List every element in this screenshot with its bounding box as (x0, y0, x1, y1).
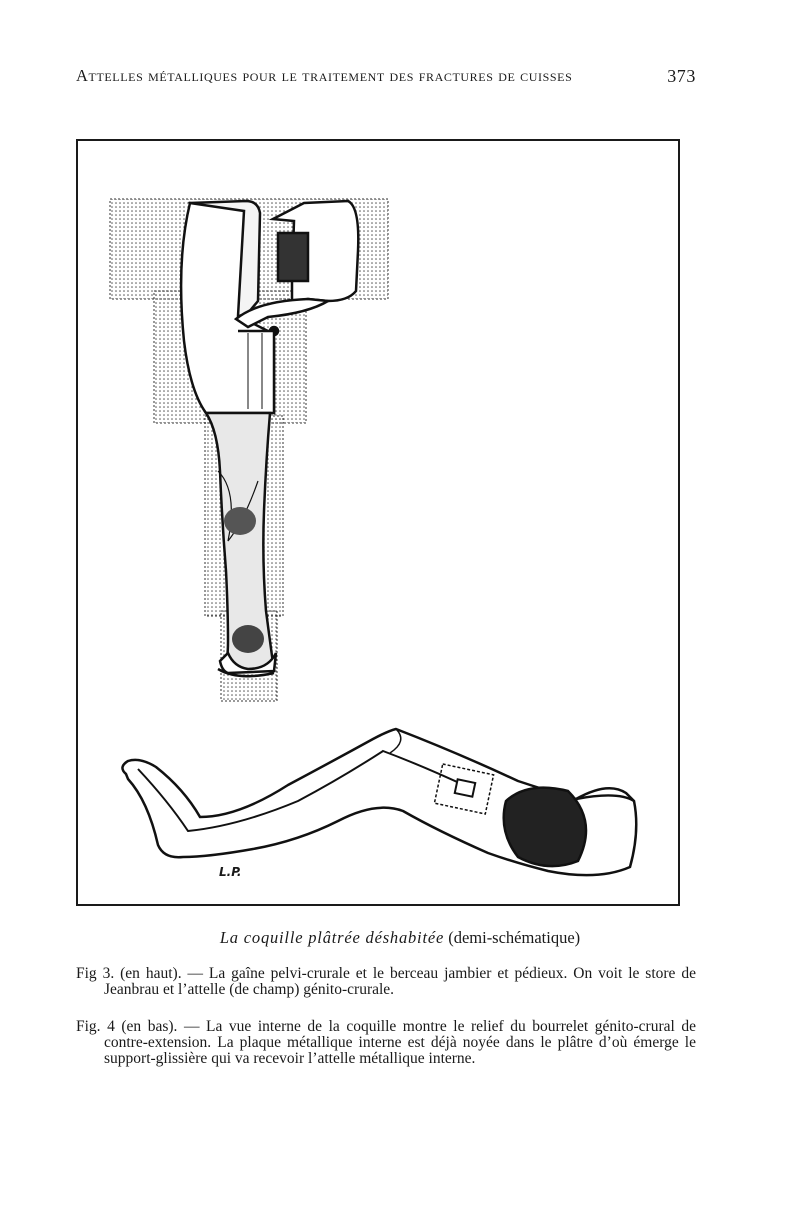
running-head-title: Attelles métalliques pour le traitement des fractures de cuisses (76, 66, 573, 85)
figure-caption-italic: La coquille plâtrée déshabitée (219, 928, 445, 947)
running-head (76, 66, 696, 86)
fig3-legend-text: Fig 3. (en haut). — La gaîne pelvi-crurale et le berceau jambier et pédieux. On voit le store de Jeanbrau et l’attelle (de champ) génito-crurale. (76, 965, 696, 998)
page-number: 373 (667, 66, 696, 86)
figure-caption (0, 928, 800, 948)
figure-caption-rest: (demi-schématique) (448, 928, 581, 947)
illustrator-signature: L.P. (219, 865, 242, 879)
fig4-legend-text: Fig. 4 (en bas). — La vue interne de la coquille montre le relief du bourrelet génito-crural de contre-extension. La plaque métallique interne est déjà noyée dans le plâtre d’où émerge le support-glissière qui va recevoir l’attelle métallique interne. (76, 1018, 696, 1067)
fig4-legend (76, 1019, 696, 1067)
figure-illustration (78, 141, 678, 904)
fig4-internal-view (122, 729, 636, 875)
figure-frame (76, 139, 680, 906)
fig3-legend (76, 966, 696, 998)
